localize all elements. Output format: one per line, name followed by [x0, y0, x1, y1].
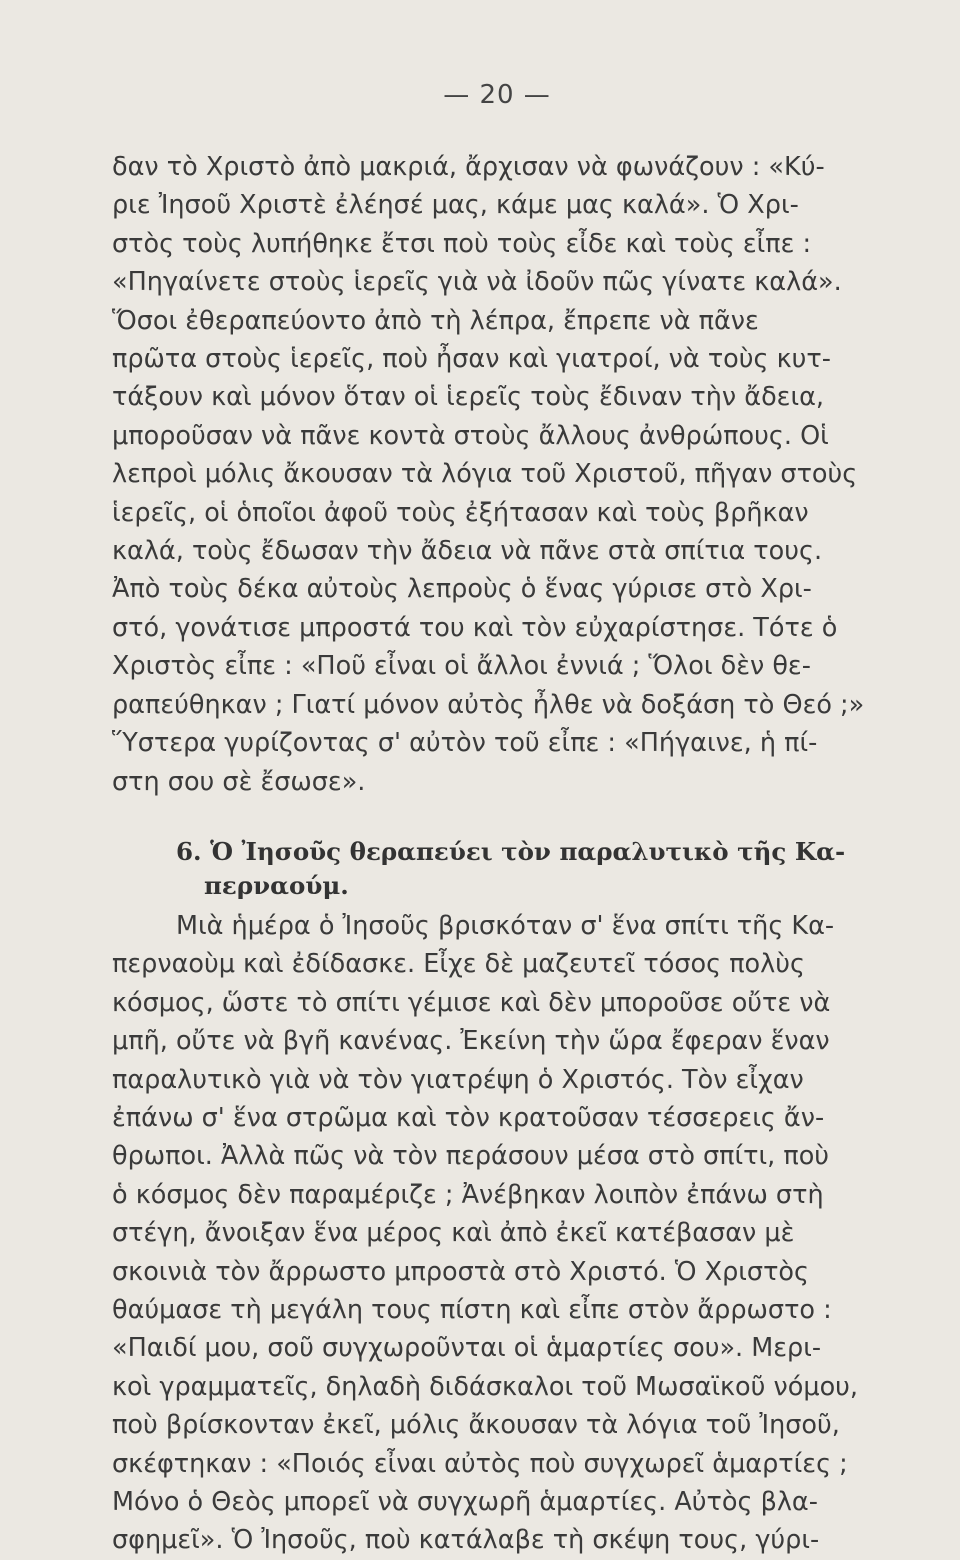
- text-line: κοὶ γραμματεῖς, δηλαδὴ διδάσκαλοι τοῦ Μωσαϊκοῦ νόμου,: [112, 1371, 859, 1402]
- text-line: Ἀπὸ τοὺς δέκα αὐτοὺς λεπροὺς ὁ ἕνας γύρισε στὸ Χρι-: [112, 574, 812, 605]
- text-line: ἱερεῖς, οἱ ὁποῖοι ἀφοῦ τοὺς ἐξήτασαν καὶ τοὺς βρῆκαν: [112, 497, 809, 528]
- text-line: σκέφτηκαν : «Ποιός εἶναι αὐτὸς ποὺ συγχωρεῖ ἁμαρτίες ;: [112, 1448, 848, 1479]
- text-line: στέγη, ἄνοιξαν ἕνα μέρος καὶ ἀπὸ ἐκεῖ κατέβασαν μὲ: [112, 1218, 795, 1249]
- paragraph-paralytic: [112, 907, 882, 1560]
- text-line: λεπροὶ μόλις ἄκουσαν τὰ λόγια τοῦ Χριστοῦ, πῆγαν στοὺς: [112, 459, 858, 490]
- text-line: στό, γονάτισε μπροστά του καὶ τὸν εὐχαρίστησε. Τότε ὁ: [112, 612, 838, 643]
- text-line: ὁ κόσμος δὲν παραμέριζε ; Ἀνέβηκαν λοιπὸν ἐπάνω στὴ: [112, 1179, 824, 1210]
- text-line: Ὅσοι ἐθεραπεύοντο ἀπὸ τὴ λέπρα, ἔπρεπε νὰ πᾶνε: [112, 305, 759, 336]
- section-heading: [112, 835, 882, 903]
- text-line: Μόνο ὁ Θεὸς μπορεῖ νὰ συγχωρῆ ἁμαρτίες. Αὐτὸς βλα-: [112, 1487, 818, 1517]
- text-line: στη σου σὲ ἔσωσε».: [112, 766, 366, 797]
- heading-line: 6. Ὁ Ἰησοῦς θεραπεύει τὸν παραλυτικὸ τῆς Κα-: [176, 836, 846, 866]
- text-line: Ὕστερα γυρίζοντας σ' αὐτὸν τοῦ εἶπε : «Πήγαινε, ἡ πί-: [112, 728, 818, 759]
- text-line: σφημεῖ». Ὁ Ἰησοῦς, ποὺ κατάλαβε τὴ σκέψη τους, γύρι-: [112, 1525, 820, 1556]
- heading-line: περναούμ.: [204, 870, 349, 900]
- text-line: θρωποι. Ἀλλὰ πῶς νὰ τὸν περάσουν μέσα στὸ σπίτι, ποὺ: [112, 1141, 830, 1172]
- text-line: Χριστὸς εἶπε : «Ποῦ εἶναι οἱ ἄλλοι ἐννιά ; Ὅλοι δὲν θε-: [112, 651, 811, 682]
- text-line: θαύμασε τὴ μεγάλη τους πίστη καὶ εἶπε στὸν ἄρρωστο :: [112, 1294, 832, 1325]
- text-line: ἐπάνω σ' ἕνα στρῶμα καὶ τὸν κρατοῦσαν τέσσερεις ἄν-: [112, 1102, 825, 1133]
- text-line: ποὺ βρίσκονταν ἐκεῖ, μόλις ἄκουσαν τὰ λόγια τοῦ Ἰησοῦ,: [112, 1410, 840, 1441]
- text-line: καλά, τοὺς ἔδωσαν τὴν ἄδεια νὰ πᾶνε στὰ σπίτια τους.: [112, 536, 823, 567]
- paragraph-leprosy: [112, 148, 882, 801]
- page-number: — 20 —: [443, 80, 551, 110]
- text-line: περναοὺμ καὶ ἐδίδασκε. Εἶχε δὲ μαζευτεῖ τόσος πολὺς: [112, 949, 805, 980]
- text-line: ριε Ἰησοῦ Χριστὲ ἐλέησέ μας, κάμε μας καλά». Ὁ Χρι-: [112, 190, 799, 221]
- text-line: παραλυτικὸ γιὰ νὰ τὸν γιατρέψη ὁ Χριστός. Τὸν εἶχαν: [112, 1064, 804, 1095]
- text-line: μπῆ, οὔτε νὰ βγῆ κανένας. Ἐκείνη τὴν ὥρα ἔφεραν ἕναν: [112, 1026, 830, 1057]
- text-line: ραπεύθηκαν ; Γιατί μόνον αὐτὸς ἦλθε νὰ δοξάση τὸ Θεό ;»: [112, 689, 865, 720]
- text-line: στὸς τοὺς λυπήθηκε ἔτσι ποὺ τοὺς εἶδε καὶ τοὺς εἶπε :: [112, 228, 812, 259]
- text-line: «Παιδί μου, σοῦ συγχωροῦνται οἱ ἁμαρτίες σου». Μερι-: [112, 1333, 822, 1364]
- text-line: Μιὰ ἡμέρα ὁ Ἰησοῦς βρισκόταν σ' ἕνα σπίτι τῆς Κα-: [176, 910, 835, 941]
- text-line: «Πηγαίνετε στοὺς ἱερεῖς γιὰ νὰ ἰδοῦν πῶς γίνατε καλά».: [112, 267, 842, 298]
- text-line: τάξουν καὶ μόνον ὅταν οἱ ἱερεῖς τοὺς ἔδιναν τὴν ἄδεια,: [112, 382, 825, 413]
- text-line: κόσμος, ὥστε τὸ σπίτι γέμισε καὶ δὲν μποροῦσε οὔτε νὰ: [112, 987, 831, 1018]
- text-line: σκοινιὰ τὸν ἄρρωστο μπροστὰ στὸ Χριστό. Ὁ Χριστὸς: [112, 1256, 809, 1287]
- text-line: δαν τὸ Χριστὸ ἀπὸ μακριά, ἄρχισαν νὰ φωνάζουν : «Κύ-: [112, 152, 825, 182]
- text-line: μποροῦσαν νὰ πᾶνε κοντὰ στοὺς ἄλλους ἀνθρώπους. Οἱ: [112, 420, 829, 451]
- text-line: πρῶτα στοὺς ἱερεῖς, ποὺ ἦσαν καὶ γιατροί, νὰ τοὺς κυτ-: [112, 344, 831, 375]
